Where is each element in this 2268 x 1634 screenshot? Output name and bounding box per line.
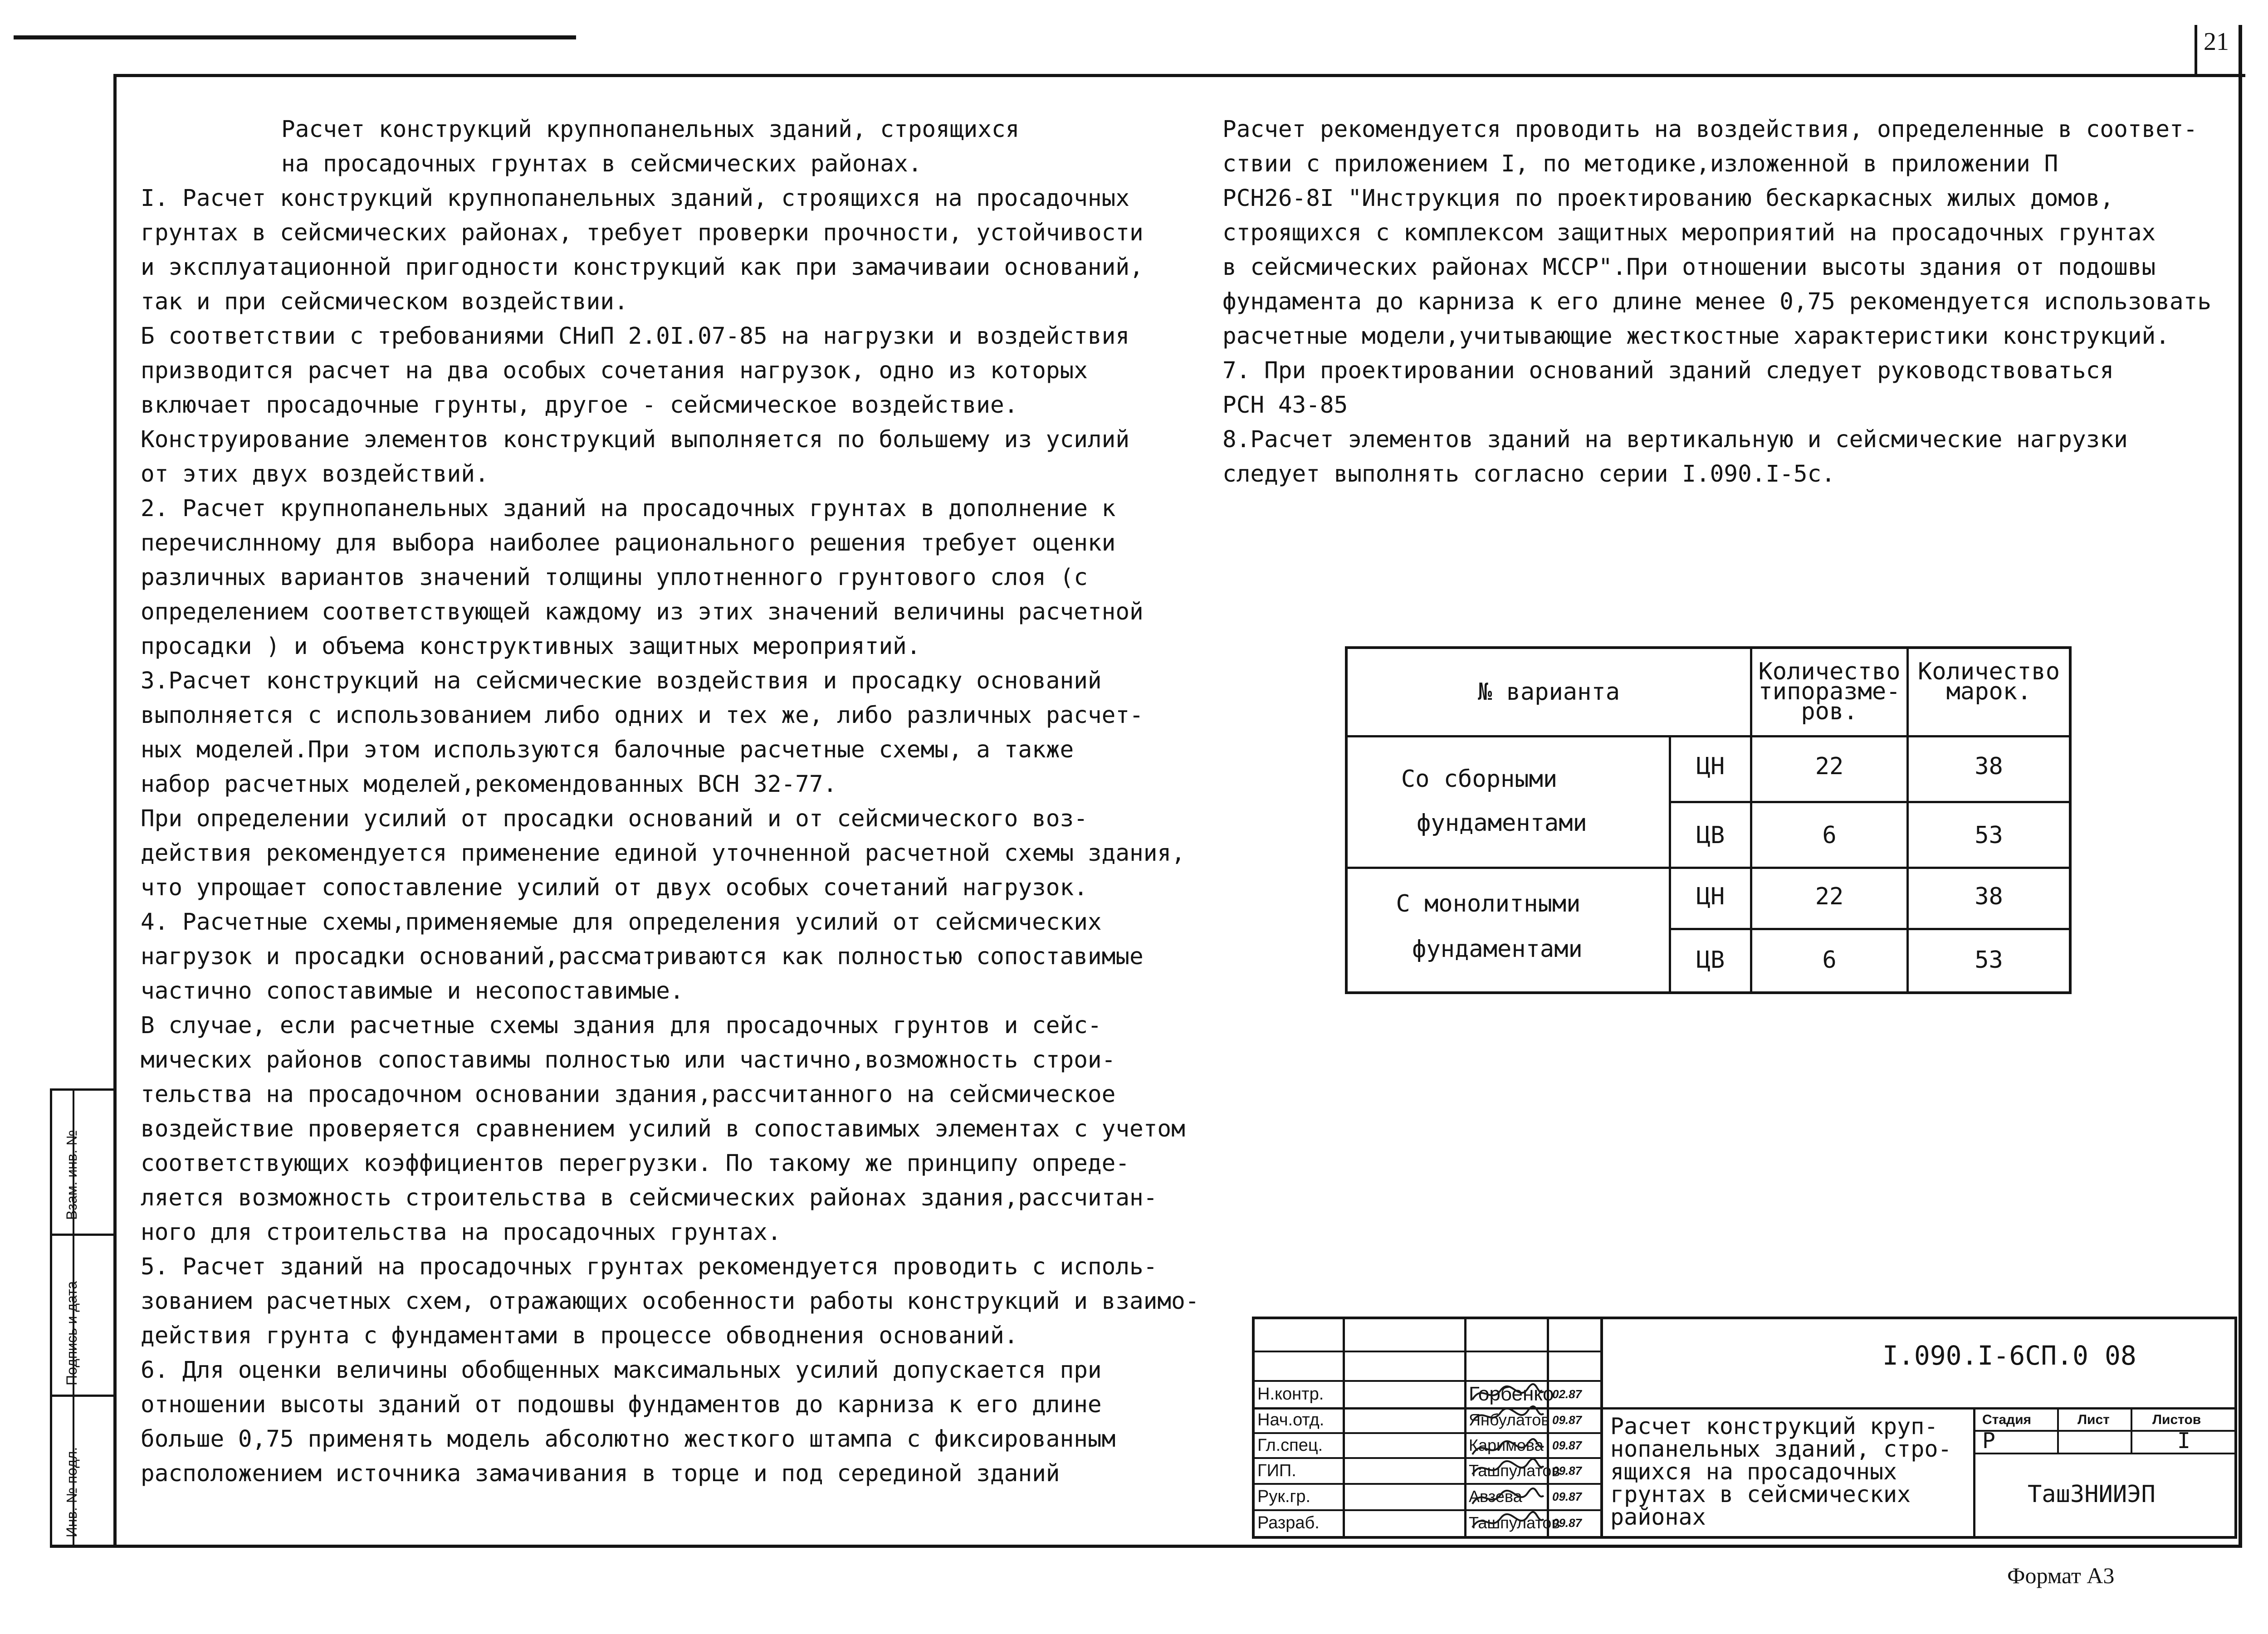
sheet-label: Лист (2077, 1412, 2110, 1427)
left-text-line-6: призводится расчет на два особых сочетания нагрузок, одно из которых (141, 357, 1088, 384)
title-line-3: ящихся на просадочных (1610, 1458, 1897, 1485)
row-1-sizes: 22 (1815, 753, 1844, 780)
left-text-line-33: зованием расчетных схем, отражающих особенности работы конструкций и взаимо- (141, 1288, 1199, 1315)
section-heading-line-1: Расчет конструкций крупнопанельных зданий, строящихся (281, 116, 1020, 143)
stage-value: Р (1982, 1428, 1995, 1454)
frame-left (113, 74, 117, 1548)
staff-date-4: 09.87 (1552, 1464, 1582, 1478)
right-text-line-10: 8.Расчет элементов зданий на вертикальную и сейсмические нагрузки (1222, 426, 2128, 453)
left-text-line-14: просадки ) и объема конструктивных защитных мероприятий. (141, 633, 921, 660)
signature-2 (1469, 1405, 1546, 1433)
title-block (1252, 1317, 2237, 1539)
left-text-line-38: расположением источника замачивания в торце и под серединой зданий (141, 1460, 1060, 1487)
row-3-sizes: 22 (1815, 883, 1844, 910)
row-3-marks: 38 (1975, 883, 2003, 910)
left-body-text (141, 181, 1199, 1491)
left-text-line-9: от этих двух воздействий. (141, 461, 489, 488)
group-2-label-2: фундаментами (1412, 936, 1583, 963)
left-text-line-29: соответствующих коэффициентов перегрузки. По такому же принципу опреде- (141, 1150, 1130, 1177)
staff-role-6: Разраб. (1257, 1513, 1320, 1532)
page-num-tick (2195, 25, 2197, 77)
left-text-line-15: 3.Расчет конструкций на сейсмические воздействия и просадку оснований (141, 668, 1102, 694)
left-text-line-2: грунтах в сейсмических районах, требует проверки прочности, устойчивости (141, 219, 1144, 246)
staff-name-3: Каримова (1469, 1436, 1544, 1454)
header-marks-2: марок. (1946, 678, 2032, 705)
section-heading-line-2: на просадочных грунтах в сейсмических районах. (281, 151, 922, 177)
right-text-column (1222, 112, 2211, 492)
right-text-line-9: РСН 43-85 (1222, 392, 1348, 419)
sheets-label: Листов (2152, 1412, 2201, 1427)
page-number: 21 (2204, 28, 2229, 56)
left-text-line-4: так и при сейсмическом воздействии. (141, 288, 628, 315)
left-text-line-19: При определении усилий от просадки оснований и от сейсмического воз- (141, 805, 1088, 832)
staff-name-6: Ташпулатов (1469, 1513, 1560, 1532)
left-text-line-23: нагрузок и просадки оснований,рассматриваются как полностью сопоставимые (141, 943, 1144, 970)
group-1-label-2: фундаментами (1417, 810, 1587, 837)
left-text-line-35: 6. Для оценки величины обобщенных максимальных усилий допускается при (141, 1357, 1102, 1384)
staff-date-6: 09.87 (1552, 1516, 1582, 1530)
left-text-line-25: В случае, если расчетные схемы здания для просадочных грунтов и сейс- (141, 1012, 1102, 1039)
left-text-line-34: действия грунта с фундаментами в процессе обводнения оснований. (141, 1322, 1018, 1349)
frame-bottom (50, 1545, 2242, 1548)
row-4-sizes: 6 (1822, 946, 1837, 974)
left-text-line-17: ных моделей.При этом используются балочные расчетные схемы, а также (141, 737, 1074, 763)
row-1-marks: 38 (1975, 753, 2003, 780)
left-text-line-1: I. Расчет конструкций крупнопанельных зданий, строящихся на просадочных (141, 185, 1130, 212)
top-edge-line (14, 35, 576, 39)
margin-label-replace: Взам. инв. № (64, 1130, 80, 1220)
left-text-line-36: отношении высоты зданий от подошвы фундаментов до карниза к его длине (141, 1391, 1102, 1418)
document-designation: I.090.I-6СП.0 (1882, 1340, 2088, 1371)
left-text-column (141, 112, 1199, 1491)
right-text-line-3: РСН26-8I "Инструкция по проектированию бескаркасных жилых домов, (1222, 185, 2114, 212)
left-text-line-18: набор расчетных моделей,рекомендованных ВСН 32-77. (141, 771, 837, 798)
left-text-line-32: 5. Расчет зданий на просадочных грунтах рекомендуется проводить с исполь- (141, 1254, 1158, 1280)
row-2-marks: 53 (1975, 822, 2003, 849)
staff-role-1: Н.контр. (1257, 1385, 1324, 1404)
stage-label: Стадия (1982, 1412, 2032, 1427)
staff-role-2: Нач.отд. (1257, 1410, 1325, 1429)
staff-date-1: 02.87 (1552, 1387, 1582, 1401)
left-text-line-3: и эксплуатационной пригодности конструкций как при замачиваии оснований, (141, 254, 1144, 281)
left-text-line-30: ляется возможность строительства в сейсмических районах здания,рассчитан- (141, 1185, 1158, 1211)
margin-label-signature: Подпись и дата (64, 1281, 80, 1385)
signature-4 (1469, 1456, 1546, 1483)
left-text-line-13: определением соответствующей каждому из этих значений величины расчетной (141, 599, 1144, 625)
title-line-1: Расчет конструкций круп- (1610, 1413, 1938, 1439)
left-text-line-11: перечислнному для выбора наиболее рационального решения требует оценки (141, 530, 1116, 556)
row-3-type: ЦН (1696, 883, 1725, 910)
group-1-label-1: Со сборными (1401, 766, 1558, 793)
left-text-line-31: ного для строительства на просадочных грунтах. (141, 1219, 782, 1246)
title-line-2: нопанельных зданий, стро- (1610, 1436, 1952, 1462)
left-text-line-37: больше 0,75 применять модель абсолютно жесткого штампа с фиксированным (141, 1426, 1116, 1453)
left-text-line-27: тельства на просадочном основании здания,рассчитанного на сейсмическое (141, 1081, 1116, 1108)
right-text-line-2: ствии с приложением I, по методике,изложенной в приложении П (1222, 151, 2058, 177)
signature-5 (1469, 1482, 1546, 1509)
left-text-line-21: что упрощает сопоставление усилий от двух особых сочетаний нагрузок. (141, 874, 1088, 901)
row-4-type: ЦВ (1696, 946, 1725, 974)
right-text-line-11: следует выполнять согласно серии I.090.I-5с. (1222, 461, 1836, 488)
right-text-line-1: Расчет рекомендуется проводить на воздействия, определенные в соответ- (1222, 116, 2198, 143)
left-text-line-24: частично сопоставимые и несопоставимые. (141, 978, 684, 1005)
header-sizes-3: ров. (1801, 698, 1858, 725)
organization: ТашЗНИИЭП (2028, 1481, 2156, 1508)
margin-label-inventory: Инв. № подл. (64, 1447, 80, 1537)
header-sizes-1: Количество (1758, 658, 1901, 685)
left-text-line-8: Конструирование элементов конструкций выполняется по большему из усилий (141, 426, 1130, 453)
margin-strip-left (50, 1088, 52, 1546)
staff-date-5: 09.87 (1552, 1490, 1582, 1503)
staff-name-4: Ташпулатов (1469, 1461, 1560, 1480)
row-2-sizes: 6 (1822, 822, 1837, 849)
staff-name-5: Авзева (1469, 1487, 1522, 1506)
title-line-5: районах (1610, 1504, 1706, 1530)
left-text-line-22: 4. Расчетные схемы,применяемые для определения усилий от сейсмических (141, 909, 1102, 936)
left-text-line-28: воздействие проверяется сравнением усилий в сопоставимых элементах с учетом (141, 1116, 1185, 1142)
sheets-value: I (2177, 1428, 2190, 1454)
staff-role-4: ГИП. (1257, 1461, 1296, 1480)
frame-right (2239, 25, 2242, 1548)
right-text-line-7: расчетные модели,учитывающие жесткостные характеристики конструкций. (1222, 323, 2170, 350)
right-text-line-4: строящихся с комплексом защитных мероприятий на просадочных грунтах (1222, 219, 2156, 246)
header-variant: № варианта (1477, 678, 1620, 706)
left-text-line-20: действия рекомендуется применение единой уточненной расчетной схемы здания, (141, 840, 1185, 867)
margin-strip-div-2 (50, 1395, 116, 1397)
staff-role-5: Рук.гр. (1257, 1487, 1311, 1506)
staff-date-3: 09.87 (1552, 1439, 1582, 1452)
left-text-line-5: Б соответствии с требованиями СНиП 2.0I.07-85 на нагрузки и воздействия (141, 323, 1130, 350)
left-text-line-7: включает просадочные грунты, другое - сейсмическое воздействие. (141, 392, 1018, 419)
frame-top (113, 74, 2245, 77)
right-text-line-6: фундамента до карниза к его длине менее 0,75 рекомендуется использовать (1222, 288, 2212, 315)
group-2-label-1: С монолитными (1396, 890, 1581, 917)
right-text-line-5: в сейсмических районах МССР".При отношении высоты здания от подошвы (1222, 254, 2156, 281)
staff-role-3: Гл.спец. (1257, 1436, 1323, 1455)
format-label: Формат А3 (2007, 1563, 2115, 1588)
right-text-line-8: 7. При проектировании оснований зданий следует руководствоваться (1222, 357, 2114, 384)
margin-strip-div-1 (50, 1234, 116, 1236)
staff-date-2: 09.87 (1552, 1413, 1582, 1427)
staff-name-1: Горбенко (1469, 1383, 1554, 1405)
row-1-type: ЦН (1696, 753, 1725, 780)
signature-1 (1469, 1380, 1546, 1407)
staff-name-2: Янбулатов (1469, 1410, 1550, 1429)
row-2-type: ЦВ (1696, 822, 1725, 849)
right-body-text (1222, 112, 2211, 492)
variants-table (1345, 646, 2072, 994)
document-number: 08 (2105, 1340, 2136, 1371)
signature-3 (1469, 1431, 1546, 1458)
margin-strip-top (50, 1088, 116, 1091)
row-4-marks: 53 (1975, 946, 2003, 974)
left-text-line-12: различных вариантов значений толщины уплотненного грунтового слоя (с (141, 564, 1088, 591)
left-text-line-26: мических районов сопоставимы полностью или частично,возможность строи- (141, 1047, 1116, 1073)
title-line-4: грунтах в сейсмических (1610, 1481, 1911, 1507)
header-marks-1: Количество (1917, 658, 2060, 685)
left-text-line-16: выполняется с использованием либо одних и тех же, либо различных расчет- (141, 702, 1144, 729)
left-text-line-10: 2. Расчет крупнопанельных зданий на просадочных грунтах в дополнение к (141, 495, 1116, 522)
signature-6 (1469, 1508, 1546, 1536)
header-sizes-2: типоразме- (1758, 678, 1901, 705)
